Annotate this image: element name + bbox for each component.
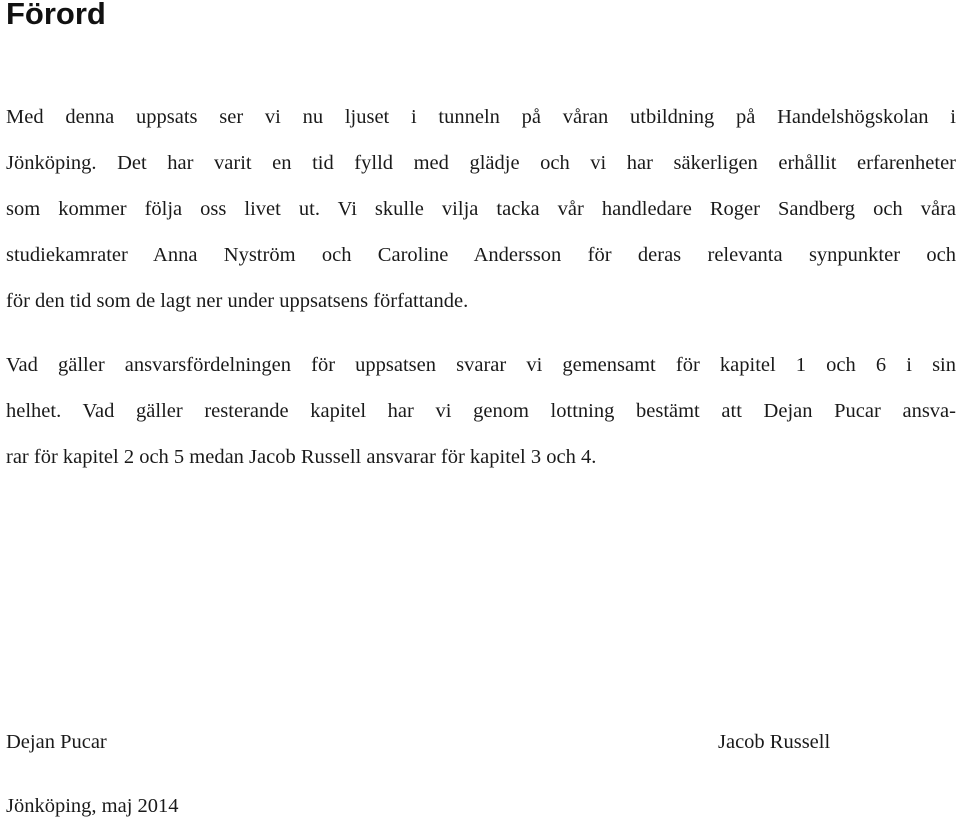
paragraph-acknowledgements	[6, 94, 956, 324]
signature-jacob-russell: Jacob Russell	[718, 731, 831, 753]
paragraph-line: Vad gäller ansvarsfördelningen för uppsatsen svarar vi gemensamt för kapitel 1 och 6 i sin	[6, 354, 956, 376]
paragraph-responsibilities	[6, 342, 956, 480]
paragraph-line: helhet. Vad gäller resterande kapitel har vi genom lottning bestämt att Dejan Pucar ansva-	[6, 400, 956, 422]
paragraph-line: som kommer följa oss livet ut. Vi skulle vilja tacka vår handledare Roger Sandberg och våra	[6, 198, 956, 220]
paragraph-line: rar för kapitel 2 och 5 medan Jacob Russell ansvarar för kapitel 3 och 4.	[6, 446, 597, 468]
paragraph-line: för den tid som de lagt ner under uppsatsens författande.	[6, 290, 469, 312]
place-date: Jönköping, maj 2014	[6, 795, 179, 817]
signature-dejan-pucar: Dejan Pucar	[6, 731, 107, 753]
page-title: Förord	[6, 0, 106, 31]
paragraph-line: studiekamrater Anna Nyström och Caroline Andersson för deras relevanta synpunkter och	[6, 244, 956, 266]
paragraph-line: Jönköping. Det har varit en tid fylld med glädje och vi har säkerligen erhållit erfarenheter	[6, 152, 956, 174]
paragraph-line: Med denna uppsats ser vi nu ljuset i tunneln på våran utbildning på Handelshögskolan i	[6, 106, 956, 128]
